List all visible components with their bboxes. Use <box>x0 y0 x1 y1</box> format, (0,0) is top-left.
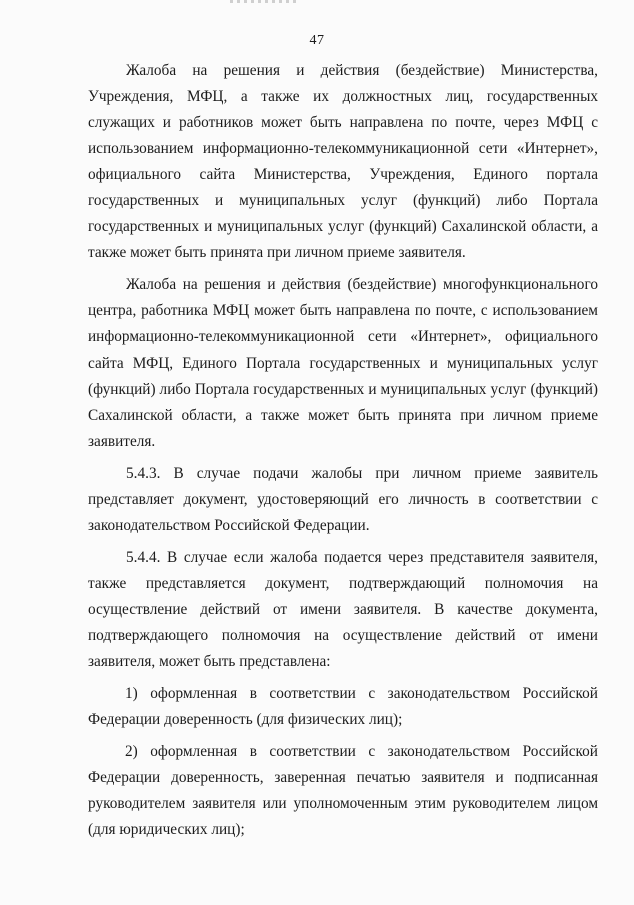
list-item-2: 2) оформленная в соответствии с законодательством Российской Федерации доверенность, заверенная печатью заявителя и подписанная руководителем заявителя или уполномоченным этим руководителем лицом (для юридических лиц); <box>88 743 598 839</box>
paragraph-5-4-4: 5.4.4. В случае если жалоба подается через представителя заявителя, также представляется документ, подтверждающий полномочия на осуществление действий от имени заявителя. В качестве документа, подтверждающего полномочия на осуществление действий от имени заявителя, может быть представлена: <box>88 548 598 671</box>
document-body <box>88 58 598 849</box>
page-number: 47 <box>309 33 325 48</box>
paragraph-complaint-mfc: Жалоба на решения и действия (бездействие) многофункционального центра, работника МФЦ может быть направлена по почте, с использованием информационно-телекоммуникационной сети «Интернет», официального сайта МФЦ, Единого Портала государственных и муниципальных услуг (функций) либо Портала государственных и муниципальных услуг (функций) Сахалинской области, а также может быть принята при личном приеме заявителя. <box>88 276 598 450</box>
paragraph-5-4-3: 5.4.3. В случае подачи жалобы при личном приеме заявитель представляет документ, удостоверяющий его личность в соответствии с законодательством Российской Федерации. <box>88 464 598 534</box>
list-item-1: 1) оформленная в соответствии с законодательством Российской Федерации доверенность (для физических лиц); <box>88 685 598 729</box>
paragraph-complaint-ministry: Жалоба на решения и действия (бездействие) Министерства, Учреждения, МФЦ, а также их должностных лиц, государственных служащих и работников может быть направлена по почте, через МФЦ с использованием информационно-телекоммуникационной сети «Интернет», официального сайта Министерства, Учреждения, Единого портала государственных и муниципальных услуг (функций) либо Портала государственных и муниципальных услуг (функций) Сахалинской области, а также может быть принята при личном приеме заявителя. <box>88 62 598 262</box>
scan-artifact <box>230 0 300 3</box>
